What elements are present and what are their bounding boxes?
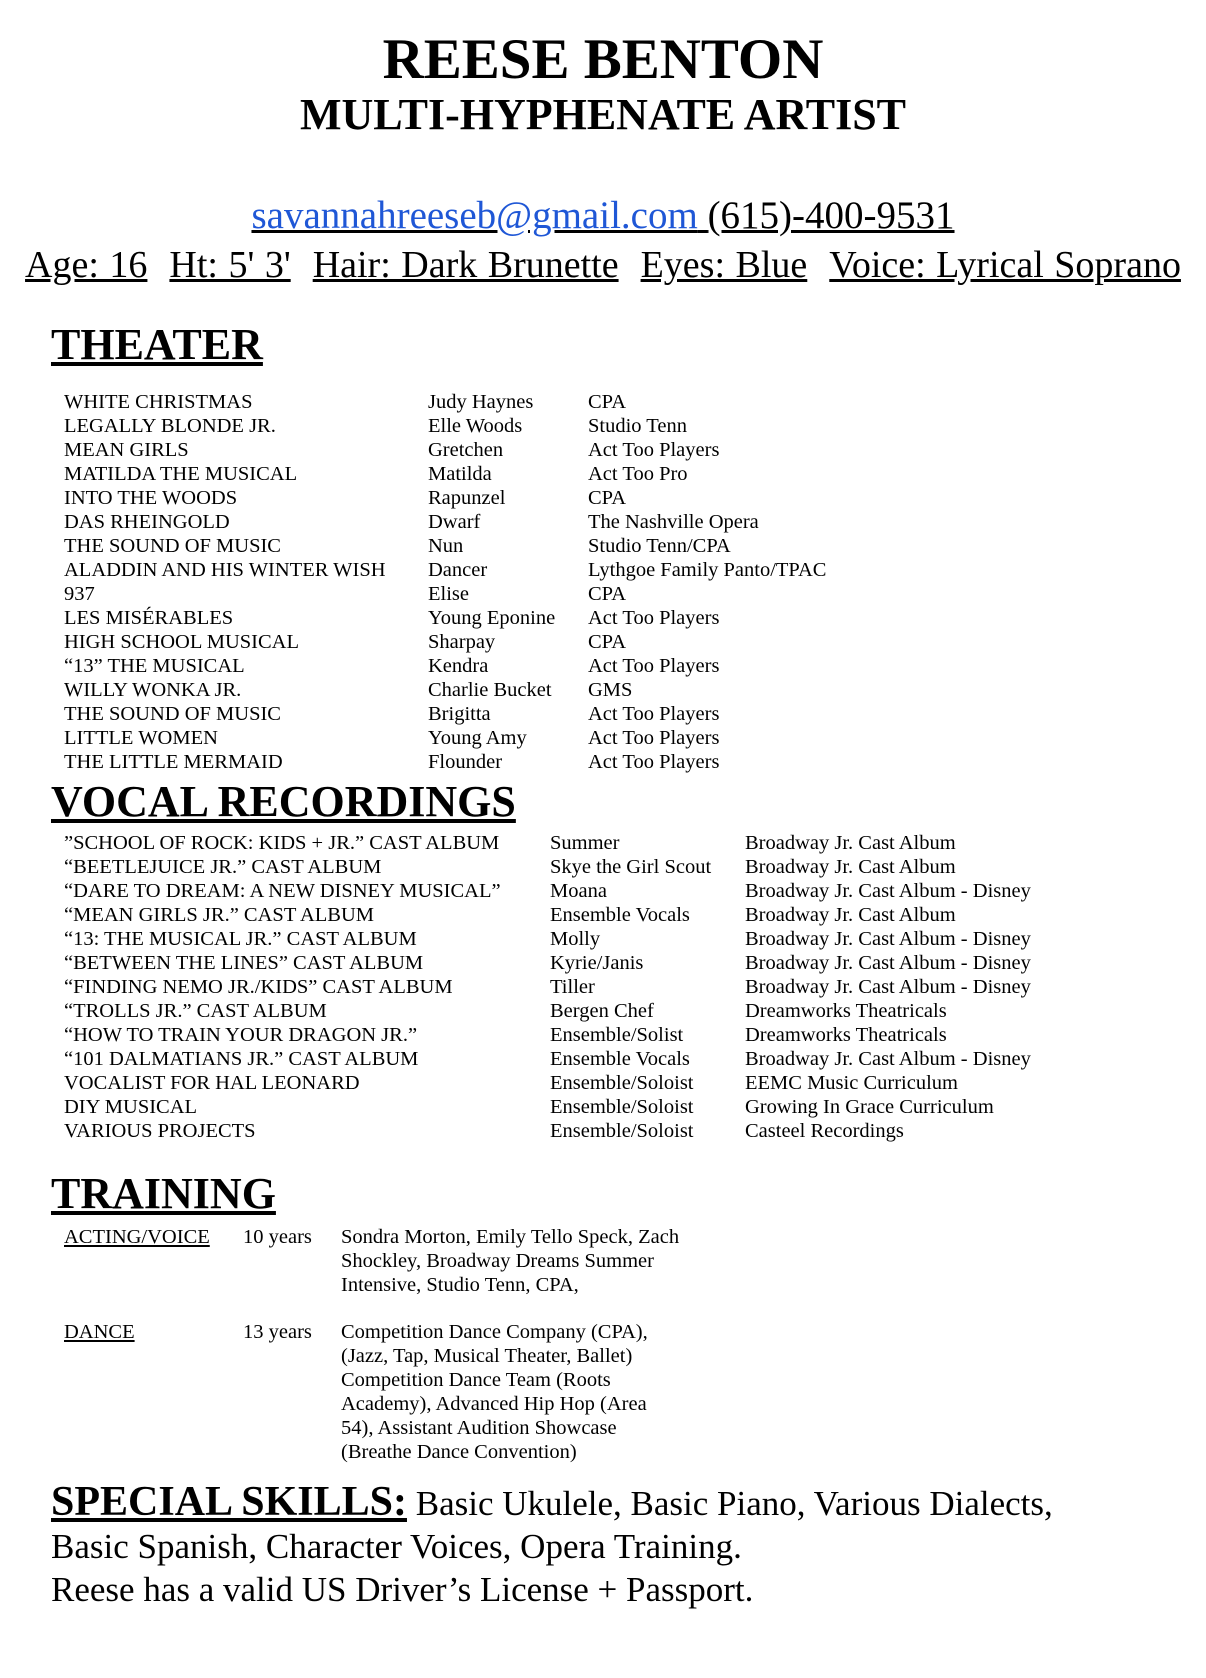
production-title: WILLY WONKA JR. bbox=[64, 679, 242, 701]
vocal-recordings-heading: VOCAL RECORDINGS bbox=[51, 777, 516, 826]
recording-title: “13: THE MUSICAL JR.” CAST ALBUM bbox=[64, 928, 417, 950]
label: Broadway Jr. Cast Album bbox=[745, 832, 956, 854]
training-category-acting: ACTING/VOICE bbox=[64, 1226, 210, 1248]
company: Act Too Players bbox=[588, 439, 720, 461]
contact-line bbox=[0, 194, 1206, 238]
label: Dreamworks Theatricals bbox=[745, 1000, 947, 1022]
email-link[interactable]: savannahreeseb@gmail.com bbox=[251, 194, 698, 237]
company: Act Too Players bbox=[588, 655, 720, 677]
company: Act Too Players bbox=[588, 727, 720, 749]
theater-heading: THEATER bbox=[51, 320, 263, 369]
recording-title: “BEETLEJUICE JR.” CAST ALBUM bbox=[64, 856, 382, 878]
role: Tiller bbox=[550, 976, 595, 998]
role: Moana bbox=[550, 880, 607, 902]
label: Broadway Jr. Cast Album bbox=[745, 904, 956, 926]
stat-voice: Voice: Lyrical Soprano bbox=[829, 244, 1181, 286]
resume-name: REESE BENTON bbox=[382, 28, 824, 91]
skills-line: Reese has a valid US Driver’s License + Passport. bbox=[51, 1570, 754, 1609]
company: Act Too Players bbox=[588, 607, 720, 629]
recording-title: “FINDING NEMO JR./KIDS” CAST ALBUM bbox=[64, 976, 453, 998]
label: Broadway Jr. Cast Album - Disney bbox=[745, 1048, 1031, 1070]
training-line: Sondra Morton, Emily Tello Speck, Zach bbox=[341, 1226, 680, 1248]
company: GMS bbox=[588, 679, 633, 701]
production-title: LES MISÉRABLES bbox=[64, 607, 234, 629]
label: Casteel Recordings bbox=[745, 1120, 904, 1142]
training-years-acting: 10 years bbox=[243, 1226, 312, 1248]
label: Dreamworks Theatricals bbox=[745, 1024, 947, 1046]
production-title: 937 bbox=[64, 583, 95, 605]
special-skills bbox=[51, 1481, 1171, 1611]
company: Act Too Players bbox=[588, 703, 720, 725]
role: Elise bbox=[428, 583, 469, 605]
role: Ensemble Vocals bbox=[550, 1048, 690, 1070]
role: Kendra bbox=[428, 655, 489, 677]
company: Act Too Players bbox=[588, 751, 720, 773]
role: Brigitta bbox=[428, 703, 491, 725]
recording-title: DIY MUSICAL bbox=[64, 1096, 198, 1118]
role: Dancer bbox=[428, 559, 488, 581]
role: Young Amy bbox=[428, 727, 527, 749]
company: CPA bbox=[588, 583, 626, 605]
role: Bergen Chef bbox=[550, 1000, 654, 1022]
role: Elle Woods bbox=[428, 415, 523, 437]
special-skills-heading: SPECIAL SKILLS: bbox=[51, 1479, 407, 1525]
company: Lythgoe Family Panto/TPAC bbox=[588, 559, 827, 581]
production-title: THE SOUND OF MUSIC bbox=[64, 535, 281, 557]
recording-title: “DARE TO DREAM: A NEW DISNEY MUSICAL” bbox=[64, 880, 501, 902]
role: Flounder bbox=[428, 751, 503, 773]
recording-title: “HOW TO TRAIN YOUR DRAGON JR.” bbox=[64, 1024, 418, 1046]
training-description-acting bbox=[341, 1225, 701, 1297]
recording-title: “MEAN GIRLS JR.” CAST ALBUM bbox=[64, 904, 374, 926]
stat-age: Age: 16 bbox=[25, 244, 148, 286]
role: Rapunzel bbox=[428, 487, 506, 509]
training-line: 54), Assistant Audition Showcase bbox=[341, 1417, 617, 1439]
production-title: LEGALLY BLONDE JR. bbox=[64, 415, 276, 437]
label: EEMC Music Curriculum bbox=[745, 1072, 958, 1094]
recording-title: “101 DALMATIANS JR.” CAST ALBUM bbox=[64, 1048, 419, 1070]
role: Ensemble/Solist bbox=[550, 1024, 684, 1046]
production-title: THE SOUND OF MUSIC bbox=[64, 703, 281, 725]
role: Dwarf bbox=[428, 511, 481, 533]
production-title: INTO THE WOODS bbox=[64, 487, 238, 509]
role: Matilda bbox=[428, 463, 492, 485]
label: Broadway Jr. Cast Album bbox=[745, 856, 956, 878]
company: Studio Tenn/CPA bbox=[588, 535, 731, 557]
role: Skye the Girl Scout bbox=[550, 856, 712, 878]
role: Judy Haynes bbox=[428, 391, 534, 413]
label: Growing In Grace Curriculum bbox=[745, 1096, 994, 1118]
training-line: Competition Dance Team (Roots bbox=[341, 1369, 611, 1391]
role: Nun bbox=[428, 535, 464, 557]
production-title: THE LITTLE MERMAID bbox=[64, 751, 283, 773]
label: Broadway Jr. Cast Album - Disney bbox=[745, 976, 1031, 998]
training-category-dance: DANCE bbox=[64, 1321, 135, 1343]
training-line: Intensive, Studio Tenn, CPA, bbox=[341, 1274, 579, 1296]
production-title: HIGH SCHOOL MUSICAL bbox=[64, 631, 299, 653]
production-title: MATILDA THE MUSICAL bbox=[64, 463, 298, 485]
role: Charlie Bucket bbox=[428, 679, 552, 701]
role: Ensemble/Soloist bbox=[550, 1096, 694, 1118]
production-title: “13” THE MUSICAL bbox=[64, 655, 245, 677]
skills-line: Basic Spanish, Character Voices, Opera Training. bbox=[51, 1527, 742, 1566]
stat-eyes: Eyes: Blue bbox=[640, 244, 808, 286]
production-title: DAS RHEINGOLD bbox=[64, 511, 230, 533]
company: Act Too Pro bbox=[588, 463, 688, 485]
production-title: ALADDIN AND HIS WINTER WISH bbox=[64, 559, 386, 581]
phone-number: (615)-400-9531 bbox=[707, 194, 955, 237]
recording-title: VARIOUS PROJECTS bbox=[64, 1120, 256, 1142]
production-title: MEAN GIRLS bbox=[64, 439, 189, 461]
training-line: Competition Dance Company (CPA), bbox=[341, 1321, 648, 1343]
label: Broadway Jr. Cast Album - Disney bbox=[745, 880, 1031, 902]
production-title: WHITE CHRISTMAS bbox=[64, 391, 253, 413]
training-years-dance: 13 years bbox=[243, 1321, 312, 1343]
resume-subtitle: MULTI-HYPHENATE ARTIST bbox=[299, 90, 907, 139]
recording-title: “BETWEEN THE LINES” CAST ALBUM bbox=[64, 952, 424, 974]
company: CPA bbox=[588, 487, 626, 509]
recording-title: “TROLLS JR.” CAST ALBUM bbox=[64, 1000, 327, 1022]
role: Young Eponine bbox=[428, 607, 556, 629]
company: The Nashville Opera bbox=[588, 511, 759, 533]
physical-stats bbox=[20, 242, 1186, 289]
role: Ensemble/Soloist bbox=[550, 1120, 694, 1142]
label: Broadway Jr. Cast Album - Disney bbox=[745, 952, 1031, 974]
role: Summer bbox=[550, 832, 620, 854]
role: Ensemble Vocals bbox=[550, 904, 690, 926]
training-heading: TRAINING bbox=[51, 1169, 276, 1218]
role: Kyrie/Janis bbox=[550, 952, 644, 974]
company: Studio Tenn bbox=[588, 415, 687, 437]
training-line: (Breathe Dance Convention) bbox=[341, 1441, 577, 1463]
stat-height: Ht: 5' 3' bbox=[169, 244, 291, 286]
training-description-dance bbox=[341, 1320, 701, 1464]
role: Molly bbox=[550, 928, 601, 950]
training-line: (Jazz, Tap, Musical Theater, Ballet) bbox=[341, 1345, 633, 1367]
recording-title: VOCALIST FOR HAL LEONARD bbox=[64, 1072, 360, 1094]
skills-line: Basic Ukulele, Basic Piano, Various Dialects, bbox=[415, 1484, 1053, 1523]
training-line: Academy), Advanced Hip Hop (Area bbox=[341, 1393, 647, 1415]
stat-hair: Hair: Dark Brunette bbox=[312, 244, 619, 286]
role: Gretchen bbox=[428, 439, 504, 461]
company: CPA bbox=[588, 631, 626, 653]
production-title: LITTLE WOMEN bbox=[64, 727, 218, 749]
recording-title: ”SCHOOL OF ROCK: KIDS + JR.” CAST ALBUM bbox=[64, 832, 500, 854]
role: Sharpay bbox=[428, 631, 496, 653]
training-line: Shockley, Broadway Dreams Summer bbox=[341, 1250, 654, 1272]
label: Broadway Jr. Cast Album - Disney bbox=[745, 928, 1031, 950]
role: Ensemble/Soloist bbox=[550, 1072, 694, 1094]
company: CPA bbox=[588, 391, 626, 413]
